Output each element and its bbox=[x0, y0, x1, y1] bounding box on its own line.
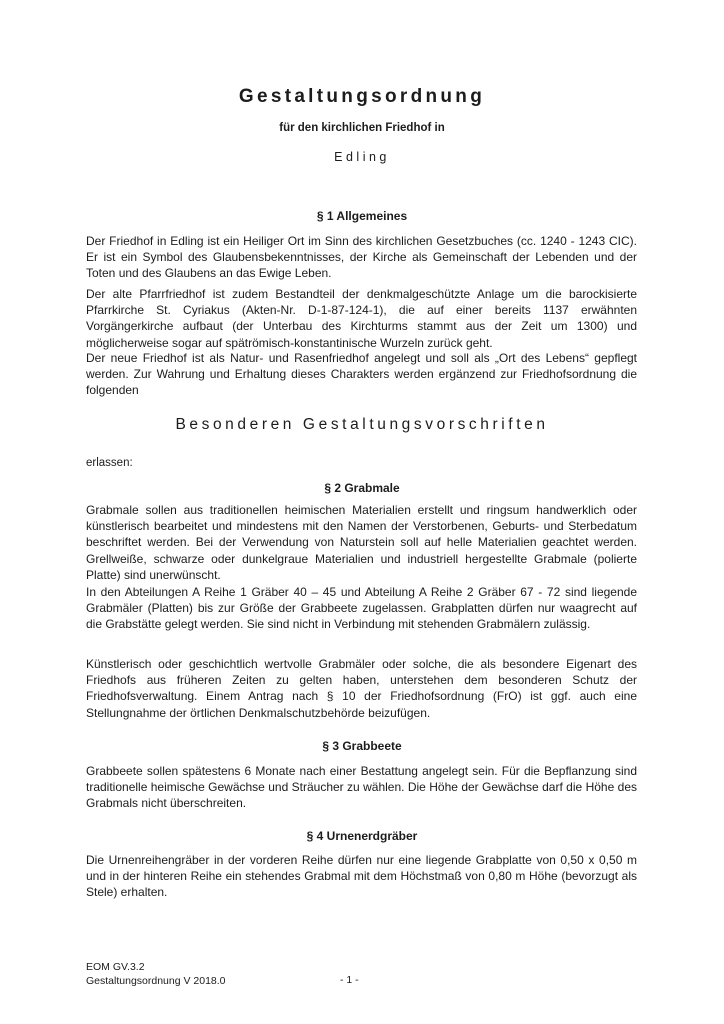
footer-doc-code: EOM GV.3.2 bbox=[86, 961, 145, 973]
section-4-heading: § 4 Urnenerdgräber bbox=[306, 829, 418, 843]
page-number: - 1 - bbox=[340, 974, 359, 986]
erlassen-text: erlassen: bbox=[86, 457, 133, 469]
document-title: Gestaltungsordnung bbox=[238, 86, 486, 107]
section-2-paragraph-2: In den Abteilungen A Reihe 1 Gräber 40 – 45 und Abteilung A Reihe 2 Gräber 67 - 72 sind liegende Grabmäler (Platten) bis zur Größe der Grabbeete zugelassen. Grabplatten dürfen nur waagrecht auf die Grabstätte gelegt werden. Sie sind nicht in Verbindung mit stehenden Grabmälern zulässig. bbox=[86, 585, 637, 632]
footer-info bbox=[86, 960, 226, 988]
section-1-paragraph-1: Der Friedhof in Edling ist ein Heiliger Ort im Sinn des kirchlichen Gesetzbuches (cc. 1240 - 1243 CIC). Er ist ein Symbol des Glaubensbekenntnisses, der Kirche als Gemeinschaft der Lebenden und der Toten und des Glaubens an das Ewige Leben. bbox=[86, 234, 637, 281]
section-1-paragraph-2: Der alte Pfarrfriedhof ist zudem Bestandteil der denkmalgeschützte Anlage um die barockisierte Pfarrkirche St. Cyriakus (Akten-Nr. D-1-87-124-1), die auf einer bereits 1137 erwähnten Vorgängerkirche aufbaut (der Unterbau des Kirchturms stammt aus der Zeit um 1300) und möglicherweise sogar auf spätrömisch-konstantinische Wurzeln zurück geht. bbox=[86, 287, 637, 350]
special-regulations-heading: Besonderen Gestaltungsvorschriften bbox=[175, 416, 549, 433]
footer-doc-version: Gestaltungsordnung V 2018.0 bbox=[86, 975, 226, 987]
section-1-paragraph-3: Der neue Friedhof ist als Natur- und Rasenfriedhof angelegt und soll als „Ort des Lebens“ gepflegt werden. Zur Wahrung und Erhaltung dieses Charakters werden ergänzend zur Friedhofsordnung die folgenden bbox=[86, 351, 637, 398]
section-2-heading: § 2 Grabmale bbox=[324, 481, 400, 495]
section-2-paragraph-1: Grabmale sollen aus traditionellen heimischen Materialien erstellt und ringsum handwerklich oder künstlerisch bearbeitet und mindestens mit den Namen der Verstorbenen, Geburts- und Sterbedatum beschriftet werden. Bei der Verwendung von Naturstein soll auf helle Materialien geachtet werden. Grellweiße, schwarze oder dunkelgraue Materialien und industriell hergestellte Grabmale (polierte Platte) sind unerwünscht. bbox=[86, 503, 637, 582]
section-3-paragraph-1: Grabbeete sollen spätestens 6 Monate nach einer Bestattung angelegt sein. Für die Bepflanzung sind traditionelle heimische Gewächse und Sträucher zu wählen. Die Höhe der Gewächse darf die Höhe des Grabmals nicht überschreiten. bbox=[86, 764, 637, 811]
place-name: Edling bbox=[334, 150, 390, 164]
section-4-paragraph-1: Die Urnenreihengräber in der vorderen Reihe dürfen nur eine liegende Grabplatte von 0,50 x 0,50 m und in der hinteren Reihe ein stehendes Grabmal mit dem Höchstmaß von 0,80 m Höhe (bevorzugt als Stele) erhalten. bbox=[86, 853, 637, 900]
section-2-paragraph-3: Künstlerisch oder geschichtlich wertvolle Grabmäler oder solche, die als besondere Eigenart des Friedhofs aus früheren Zeiten zu gelten haben, unterstehen dem besonderen Schutz der Friedhofsverwaltung. Einem Antrag nach § 10 der Friedhofsordnung (FrO) ist ggf. auch eine Stellungnahme der örtlichen Denkmalschutzbehörde beizufügen. bbox=[86, 657, 637, 720]
document-subtitle: für den kirchlichen Friedhof in bbox=[279, 122, 445, 134]
section-3-heading: § 3 Grabbeete bbox=[322, 739, 402, 753]
section-1-heading: § 1 Allgemeines bbox=[316, 209, 408, 223]
